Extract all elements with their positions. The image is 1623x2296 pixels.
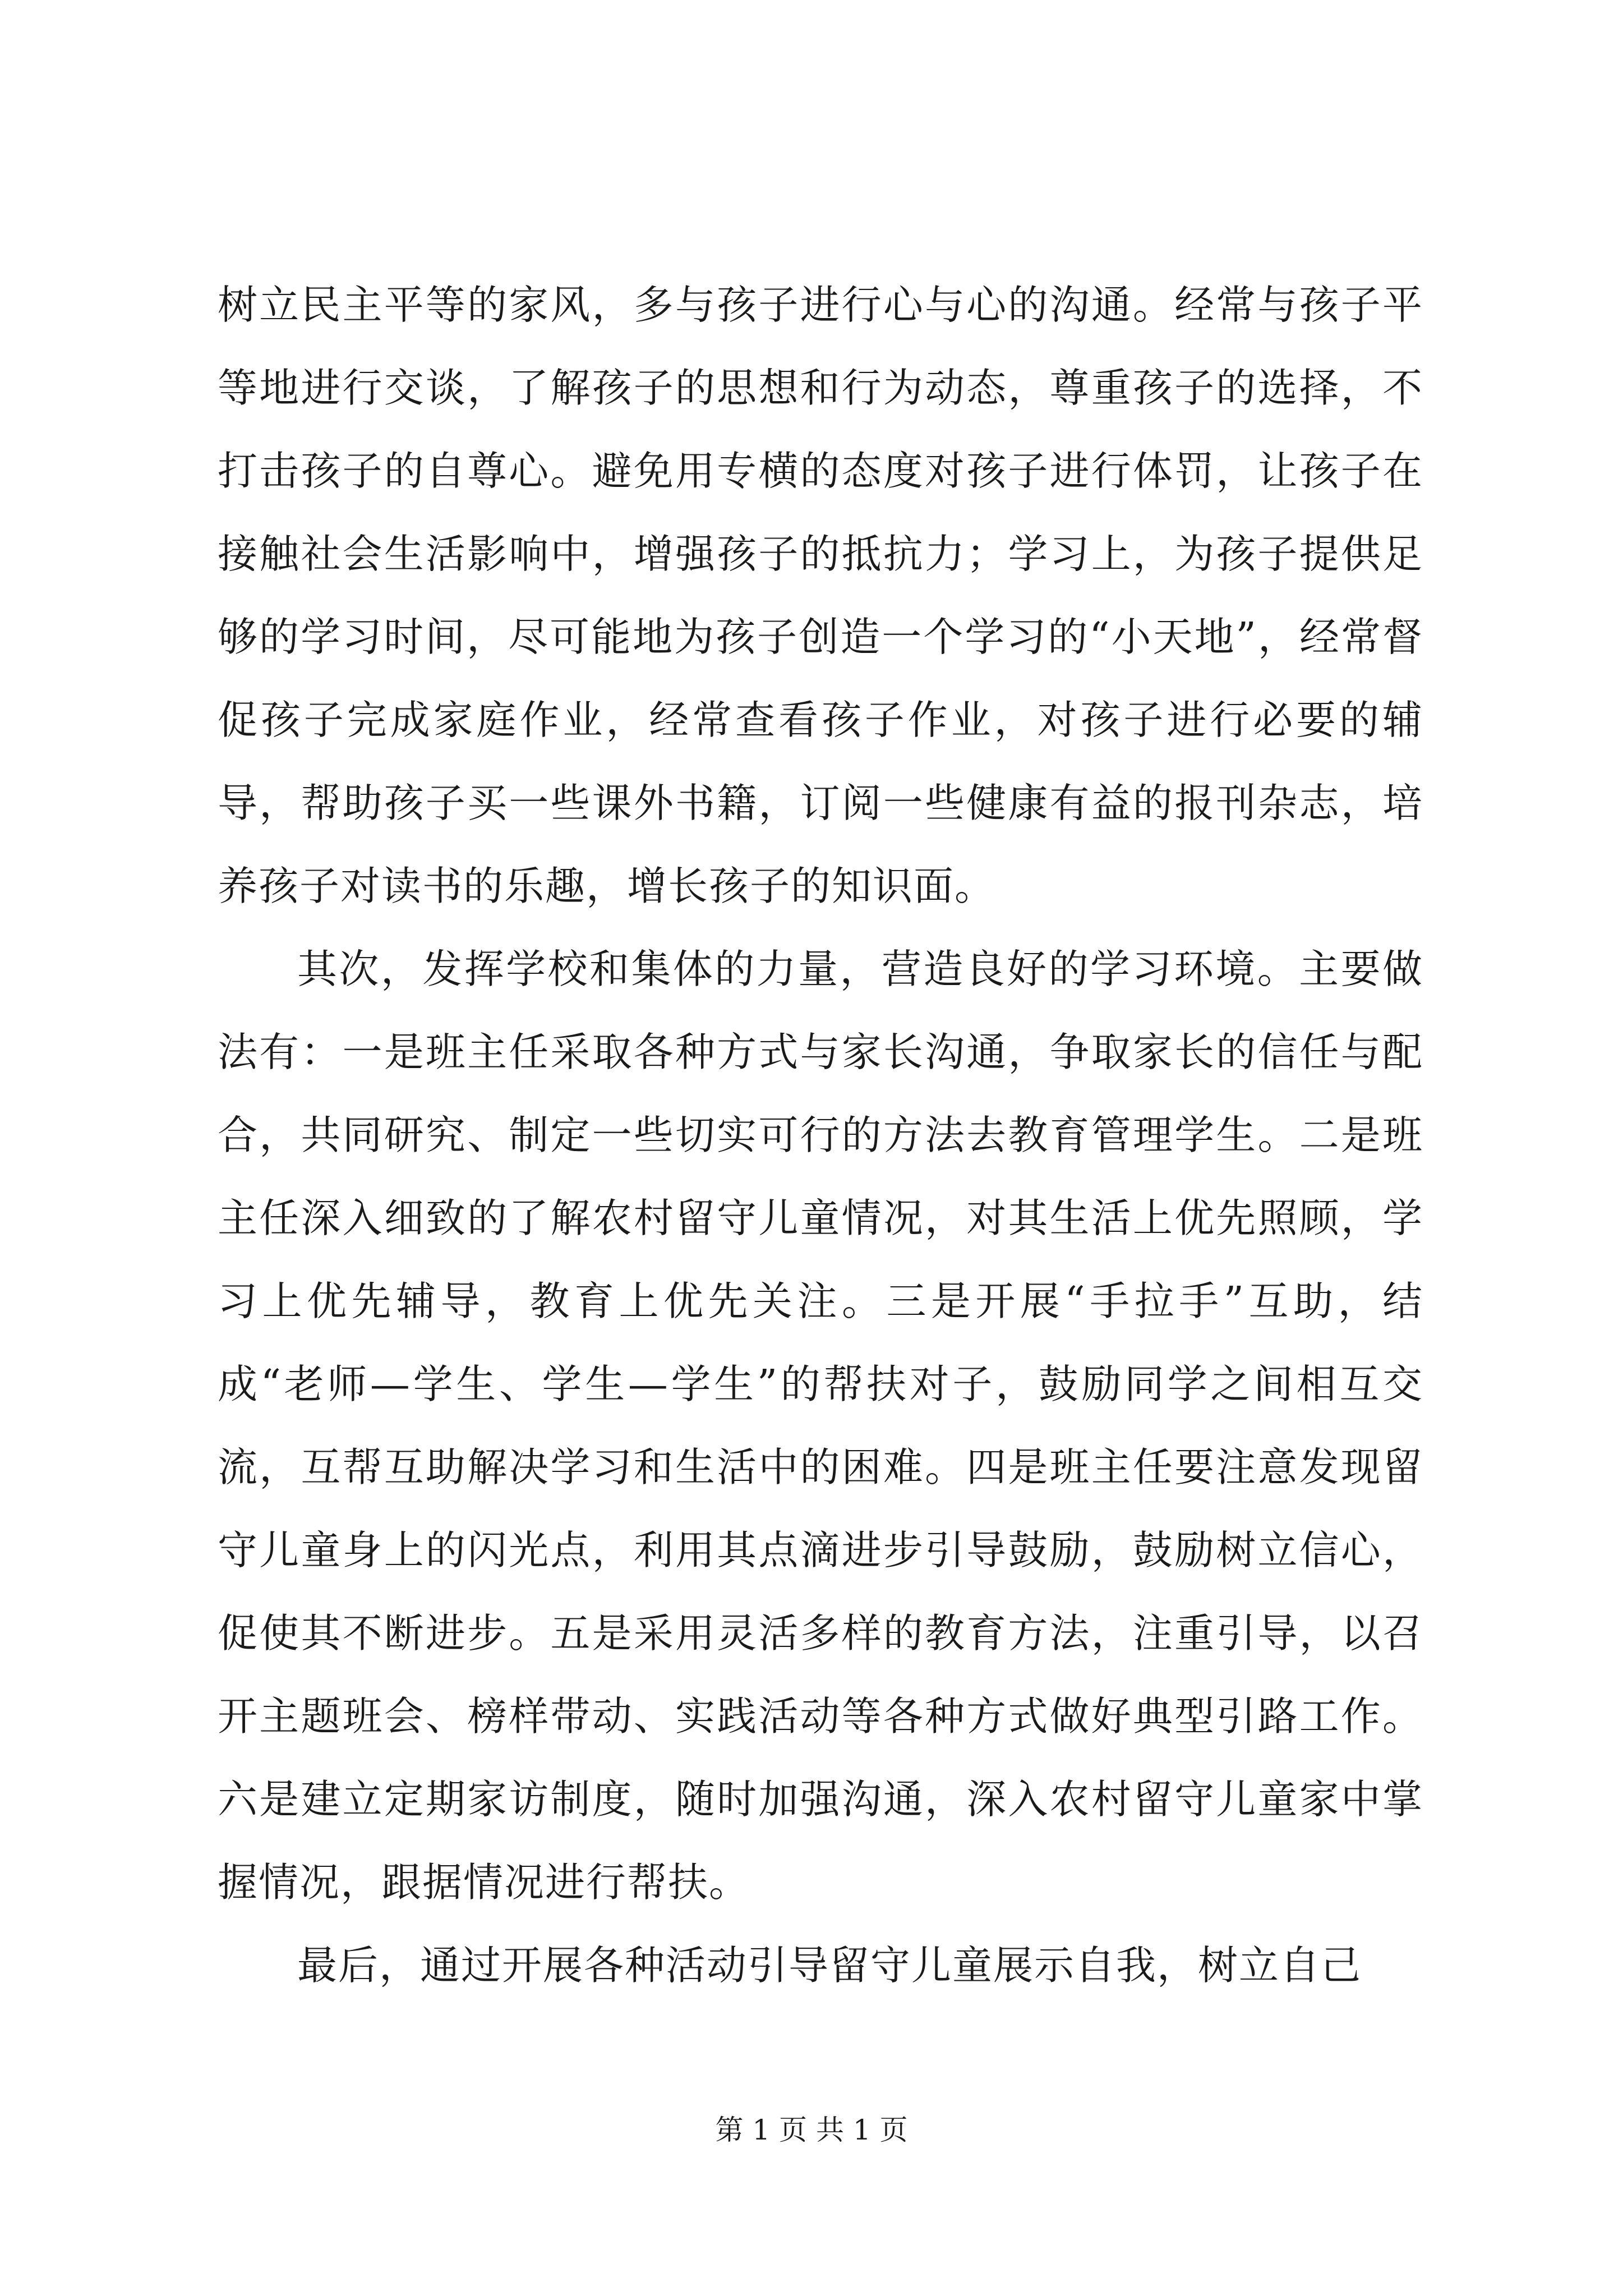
paragraph-3: 最后，通过开展各种活动引导留守儿童展示自我，树立自己 [297, 1942, 1362, 1989]
page-footer: 第 1 页 共 1 页 [715, 2114, 908, 2146]
paragraph-2: 其次，发挥学校和集体的力量，营造良好的学习环境。主要做法有：一是班主任采取各种方式与家长沟通，争取家长的信任与配合，共同研究、制定一些切实可行的方法去教育管理学生。二是班主任深入细致的了解农村留守儿童情况，对其生活上优先照顾，学习上优先辅导，教育上优先关注。三是开展“手拉手”互助，结成“老师—学生、学生—学生”的帮扶对子，鼓励同学之间相互交流，互帮互助解决学习和生活中的困难。四是班主任要注意发现留守儿童身上的闪光点，利用其点滴进步引导鼓励，鼓励树立信心，促使其不断进步。五是采用灵活多样的教育方法，注重引导，以召开主题班会、榜样带动、实践活动等各种方式做好典型引路工作。六是建立定期家访制度，随时加强沟通，深入农村留守儿童家中掌握情况，跟据情况进行帮扶。 [218, 946, 1423, 1906]
document-body [218, 264, 1423, 2007]
paragraph-1: 树立民主平等的家风，多与孩子进行心与心的沟通。经常与孩子平等地进行交谈，了解孩子的思想和行为动态，尊重孩子的选择，不打击孩子的自尊心。避免用专横的态度对孩子进行体罚，让孩子在接触社会生活影响中，增强孩子的抵抗力；学习上，为孩子提供足够的学习时间，尽可能地为孩子创造一个学习的“小天地”，经常督促孩子完成家庭作业，经常查看孩子作业，对孩子进行必要的辅导，帮助孩子买一些课外书籍，订阅一些健康有益的报刊杂志，培养孩子对读书的乐趣，增长孩子的知识面。 [218, 282, 1423, 909]
